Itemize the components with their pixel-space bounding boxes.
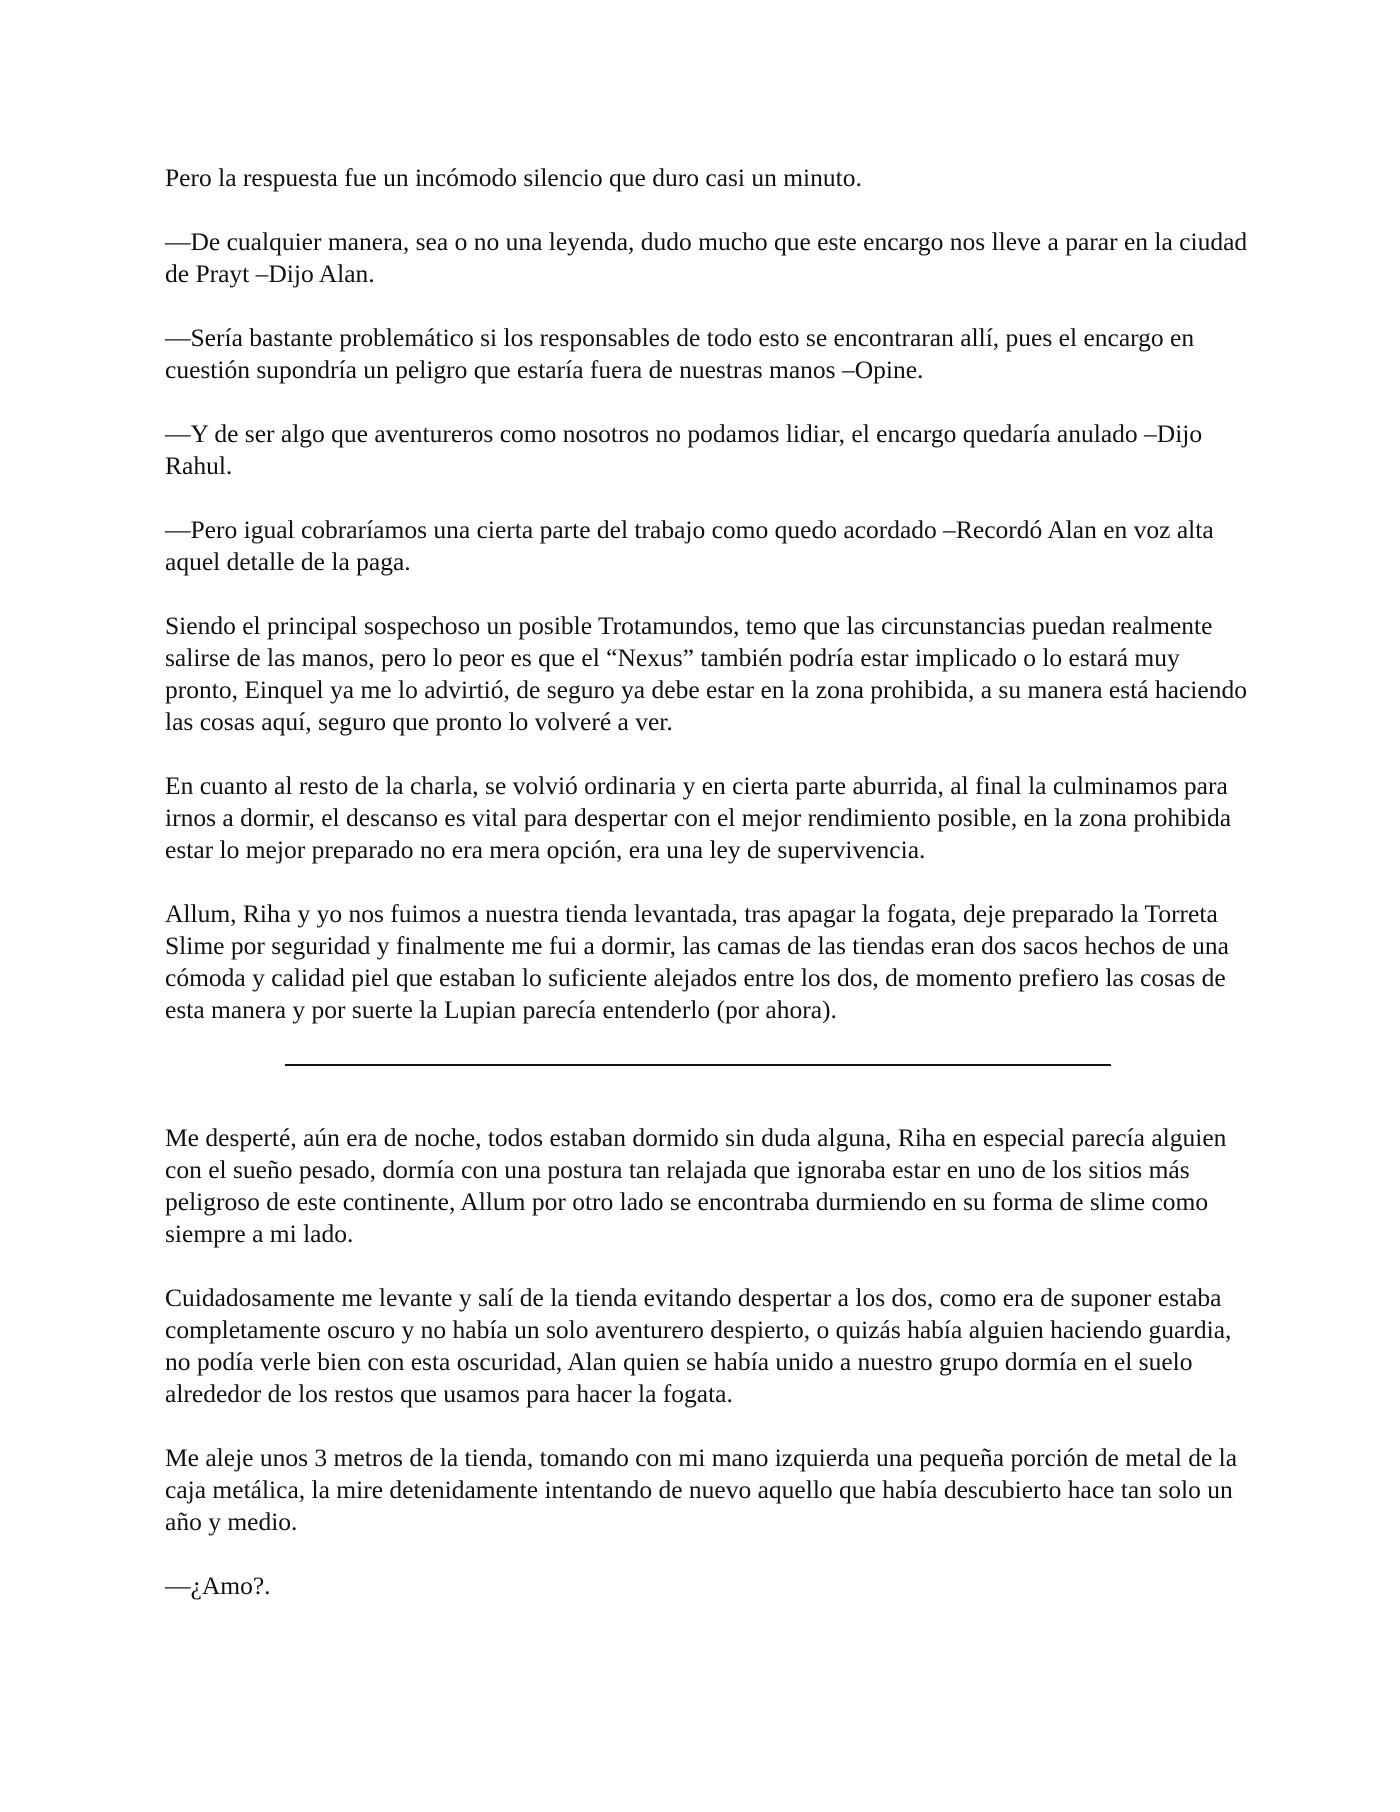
section-divider-line <box>285 1064 1111 1066</box>
paragraph: —Sería bastante problemático si los responsables de todo esto se encontraran allí, pues el encargo en cuestión supondría un peligro que estaría fuera de nuestras manos –Opine. <box>165 323 1195 384</box>
paragraph: —Pero igual cobraríamos una cierta parte del trabajo como quedo acordado –Recordó Alan en voz alta aquel detalle de la paga. <box>165 515 1214 576</box>
paragraph: —De cualquier manera, sea o no una leyenda, dudo mucho que este encargo nos lleve a parar en la ciudad de Prayt –Dijo Alan. <box>165 227 1248 288</box>
paragraph: Allum, Riha y yo nos fuimos a nuestra tienda levantada, tras apagar la fogata, deje preparado la Torreta Slime por seguridad y finalmente me fui a dormir, las camas de las tiendas eran dos sacos hechos de una cómoda y calidad piel que estaban lo suficiente alejados entre los dos, de momento prefiero las cosas de esta manera y por suerte la Lupian parecía entenderlo (por ahora). <box>165 899 1229 1024</box>
paragraph: —Y de ser algo que aventureros como nosotros no podamos lidiar, el encargo quedaría anulado –Dijo Rahul. <box>165 419 1203 480</box>
paragraph: Pero la respuesta fue un incómodo silencio que duro casi un minuto. <box>165 163 862 192</box>
scene-break <box>165 1054 1255 1082</box>
paragraph: Cuidadosamente me levante y salí de la tienda evitando despertar a los dos, como era de suponer estaba completamente oscuro y no había un solo aventurero despierto, o quizás había alguien haciendo guardia, no podía verle bien con esta oscuridad, Alan quien se había unido a nuestro grupo dormía en el suelo alrededor de los restos que usamos para hacer la fogata. <box>165 1283 1232 1408</box>
paragraph: Me aleje unos 3 metros de la tienda, tomando con mi mano izquierda una pequeña porción de metal de la caja metálica, la mire detenidamente intentando de nuevo aquello que había descubierto hace tan solo un año y medio. <box>165 1443 1238 1536</box>
document-body <box>165 162 1255 1634</box>
paragraph: Me desperté, aún era de noche, todos estaban dormido sin duda alguna, Riha en especial parecía alguien con el sueño pesado, dormía con una postura tan relajada que ignoraba estar en uno de los sitios más peligroso de este continente, Allum por otro lado se encontraba durmiendo en su forma de slime como siempre a mi lado. <box>165 1123 1227 1248</box>
paragraph: Siendo el principal sospechoso un posible Trotamundos, temo que las circunstancias puedan realmente salirse de las manos, pero lo peor es que el “Nexus” también podría estar implicado o lo estará muy pronto, Einquel ya me lo advirtió, de seguro ya debe estar en la zona prohibida, a su manera está haciendo las cosas aquí, seguro que pronto lo volveré a ver. <box>165 611 1247 736</box>
paragraph: —¿Amo?. <box>165 1571 271 1600</box>
paragraph: En cuanto al resto de la charla, se volvió ordinaria y en cierta parte aburrida, al final la culminamos para irnos a dormir, el descanso es vital para despertar con el mejor rendimiento posible, en la zona prohibida estar lo mejor preparado no era mera opción, era una ley de supervivencia. <box>165 771 1232 864</box>
